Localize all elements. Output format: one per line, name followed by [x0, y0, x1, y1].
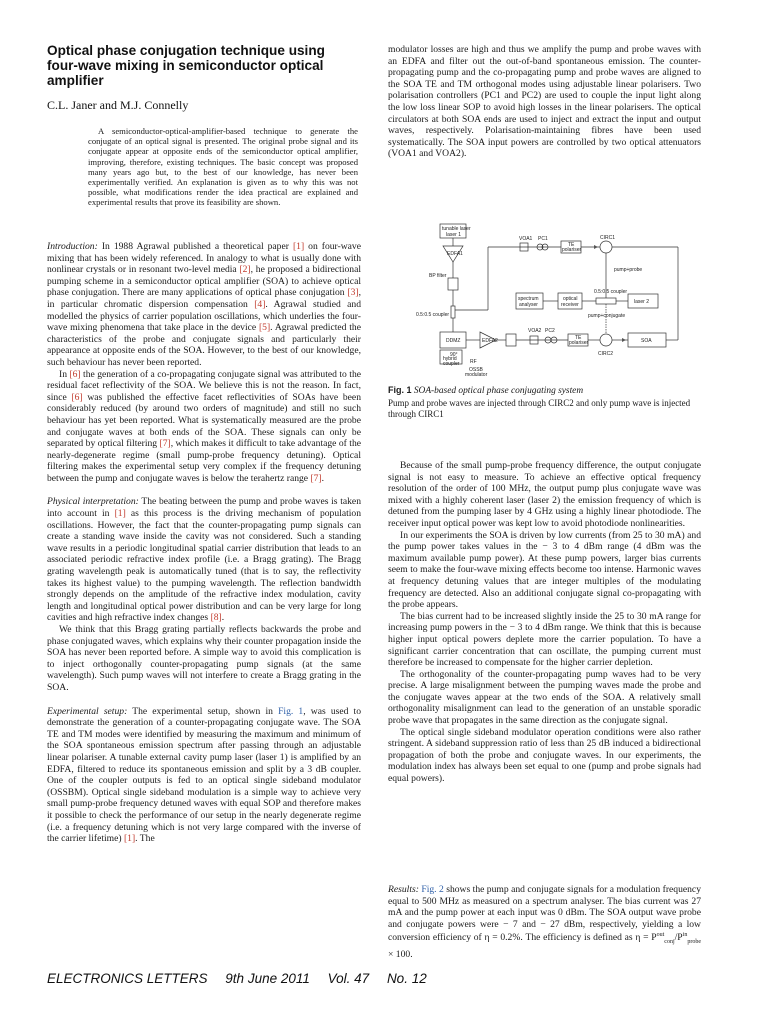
setup-paragraph [47, 706, 361, 845]
label-te2: TE [575, 335, 582, 341]
setup-continuation-text: modulator losses are high and thus we amplify the pump and probe waves with an EDFA and filter out the out-of-band spontaneous emission. The counter-propagating pump and the co-propagating pump and probe waves are aligned to the SOA TE and TM orthogonal modes using adjustable linear polarisers. Two polarisation controllers (PC1 and PC2) are used to couple the input light along the low loss linear SOP to avoid high losses in the linear polarisers. The optical circulators at both SOA ends are used to inject and extract the input and output waves, respectively. Polarisation-maintaining fibres have been used systematically. The SOA input powers are controlled by two optical attenuators (VOA1 and VOA2). [388, 44, 701, 160]
bp-filter-2-box [506, 334, 516, 346]
discussion-paragraph-5: The optical single sideband modulator operation conditions were also rather stringent. A sideband suppression ratio of less than 25 dB induced a bidirectional propagation of both the probe and conjugate waves. In our experiments, the modulation index has always been set equal to one (pump and probe signals had equal powers). [388, 726, 701, 785]
physical-paragraph-2: We think that this Bragg grating partially reflects backwards the probe and phase conjugated waves, which explains why their counter propagation inside the SOA has never been reported before. A simple way to avoid this complication is to inject orthogonally counter-propagating pump signals (at the same wavelength). Such pump waves will not interfere to create a Bragg grating in the SOA. [47, 624, 361, 693]
results-paragraph [388, 884, 701, 961]
text: , in particular chromatic dispersion compensation [47, 287, 361, 310]
text: In [59, 368, 70, 380]
circ1 [600, 241, 612, 253]
bp-filter-box [448, 278, 458, 290]
text: . [221, 612, 225, 624]
volume: Vol. 47 [327, 971, 370, 986]
label-pc2: PC2 [545, 328, 555, 334]
text: × 100. [388, 949, 413, 961]
ref-link[interactable]: [7] [310, 472, 322, 484]
issue-number: No. 12 [386, 971, 427, 986]
label-bp-filter: BP filter [429, 273, 447, 279]
text: conj [664, 939, 675, 946]
label-voa2: VOA2 [528, 328, 542, 334]
figure-1-caption [388, 385, 701, 419]
text: . The [135, 833, 155, 845]
discussion-paragraph-3: The bias current had to be increased slightly inside the 25 to 30 mA range for increasing pump powers in the − 3 to 4 dBm range. We think that this is because higher input optical powers deplete more the carrier population. To have a significant carrier concentration that can oscillate, the pumping current must therefore be increased to compensate for the higher carrier depletion. [388, 610, 701, 669]
label-rf: RF [470, 359, 477, 365]
text: as this process is the driving mechanism of population oscillations. However, the fact that the counter-propagating pump signals can create a standing wave inside the cavity was not considered. Such a standing wave results in a periodic longitudinal spatial carrier distribution that leads to an associated periodic refractive index profile (i.e. a Bragg grating). The Bragg grating wavelength peak is automatically tuned (that is to say, the reflectivity takes its highest value) to the pumping wavelength. The reflection bandwidth strongly depends on the amplitude of the refractive index modulation, cavity length and longitudinal optical power distribution and can be very large for long cavities and high refractive index changes [47, 508, 361, 624]
ref-link[interactable]: [1] [292, 241, 305, 252]
ref-link[interactable]: [6] [71, 391, 83, 403]
coupler1-box [451, 306, 455, 318]
setup-diagram-svg [388, 222, 701, 384]
ref-link[interactable]: [7] [159, 438, 171, 450]
setup-heading: Experimental setup: [47, 705, 128, 717]
caption-body: Pump and probe waves are injected through CIRC2 and only pump wave is injected through CIRC1 [388, 398, 691, 419]
setup-continuation [388, 44, 701, 160]
ref-link[interactable]: [8] [210, 612, 222, 624]
ref-link[interactable]: [1] [114, 508, 126, 520]
label-ossb2: modulator [465, 372, 488, 378]
text: probe [687, 939, 701, 946]
label-coupler1: 0.5:0.5 coupler [416, 312, 450, 318]
text: on four-wave mixing that has been widely referenced. In analogy to what is usually done with nonlinear crystals or in resonant two-level media [47, 241, 361, 276]
label-laser1: tunable laser [442, 226, 471, 232]
label-receiver: optical [563, 296, 578, 302]
figure-link[interactable]: Fig. 1 [278, 705, 304, 717]
label-laser2: laser 2 [634, 299, 650, 305]
figure-link[interactable]: Fig. 2 [421, 884, 444, 895]
caption-title: Fig. 1 [388, 385, 412, 395]
text: The experimental setup, shown in [127, 705, 279, 717]
text: in [682, 932, 688, 939]
label-edfa1: EDFA1 [447, 251, 463, 257]
abstract: A semiconductor-optical-amplifier-based technique to generate the conjugate of an optical signal is presented. The original probe signal and its conjugate appear at opposite ends of the semiconductor optical amplifier, improving, therefore, existing techniques. The basic concept was proposed many years ago but, to the best of our knowledge, has never been experimentally verified. An explanation is given as to why this was not possible, what modifications render the idea practical are explained and experimental results that prove its feasibility are shown. [88, 126, 358, 208]
label-receiver2: receiver [561, 302, 579, 308]
label-coupler2: 0.5:0.5 coupler [594, 289, 628, 295]
text: . [321, 472, 325, 484]
journal-name: ELECTRONICS LETTERS [47, 971, 208, 986]
text: the generation of a co-propagating conjugate signal was attributed to the residual facet reflectivity of the SOA. We believe this is not the reason. In fact, since [47, 368, 362, 403]
page-footer [47, 971, 707, 986]
label-spectrum: spectrum [518, 296, 539, 302]
label-te2b: polariser [569, 340, 589, 346]
discussion-paragraph-4: The orthogonality of the counter-propagating pump waves had to be very precise. A large misalignment between the pumping waves made the probe and the conjugate waves appear at the two ends of the SOA. A relatively small orthogonality misalignment can lead to the generation of an unstable sporadic probe wave that propagates in the same direction as the conjugate signal. [388, 668, 701, 727]
circ2 [600, 334, 612, 346]
figure-1-diagram [388, 222, 701, 384]
label-circ1: CIRC1 [600, 235, 616, 241]
text: /P [674, 932, 683, 944]
label-hybrid2: hybrid [443, 356, 457, 362]
article-title: Optical phase conjugation technique using four-wave mixing in semiconductor optical amplifier [47, 43, 325, 88]
label-hybrid: 90° [450, 352, 458, 358]
text: shows the pump and conjugate signals for a modulation frequency equal to 500 MHz as measured on a spectrum analyser. The bias current was 27 mA and the pump power at each input was 0 dBm. The SOA output wave probe and conjugate powers were − 7 and − 27 dBm, respectively, yielding a low conversion efficiency of η = 0.2%. The efficiency is defined as η = P [388, 884, 701, 944]
authors: C.L. Janer and M.J. Connelly [47, 98, 189, 112]
text: . Agrawal studied and modelled the physics of carrier population oscillations, which underlies the four-wave mixing phenomena that take place in the device [47, 298, 361, 334]
label-soa: SOA [641, 338, 652, 344]
intro-heading: Introduction: [47, 241, 98, 252]
caption-subtitle: SOA-based optical phase conjugating system [413, 386, 584, 396]
label-laser1b: laser 1 [446, 232, 462, 238]
text: The beating between the pump and probe waves is taken into account in [47, 496, 361, 520]
ref-link[interactable]: [2] [239, 264, 251, 276]
label-edfa2: EDFA2 [482, 338, 498, 344]
coupler2-box [596, 298, 616, 304]
text: out [656, 932, 665, 939]
physical-heading: Physical interpretation: [47, 496, 139, 508]
label-circ2: CIRC2 [598, 351, 614, 357]
label-pc1: PC1 [538, 236, 548, 242]
discussion-paragraph-2: In our experiments the SOA is driven by low currents (from 25 to 30 mA) and the pump power takes values in the − 3 to 4 dBm range (4 dBm was the maximum available pump power). At these pump powers, larger bias currents seem to make the four-wave mixing effects become too intense. Harmonic waves at frequency detuning values that are integer multiples of the modulating frequency are detected. Also an additional conjugate signal co-propagating with the probe appears. [388, 529, 701, 611]
issue-date: 9th June 2011 [225, 971, 310, 986]
label-voa1: VOA1 [519, 236, 533, 242]
physical-paragraph-1 [47, 496, 361, 624]
intro-paragraph-2 [47, 369, 361, 485]
text: In 1988 Agrawal published a theoretical paper [97, 241, 293, 252]
label-te1b: polariser [562, 247, 582, 253]
label-hybrid3: coupler [443, 361, 460, 367]
results-section [388, 884, 701, 961]
label-ddmz: DDMZ [446, 338, 461, 344]
label-ossb: OSSB [469, 367, 483, 373]
discussion-section [388, 460, 701, 785]
ref-link[interactable]: [5] [258, 322, 271, 334]
ref-link[interactable]: [6] [69, 368, 81, 380]
text: was published the effective facet reflectivities of SOAs have been considerably reduced (by around two orders of magnitude) and still no such behaviour has yet been reported. What is systematically measured are the probe and conjugate waves at both ends of the SOA. These signals can only be separated by optical filtering [47, 391, 361, 450]
label-pump-conjugate: pump+conjugate [588, 313, 626, 319]
ref-link[interactable]: [3] [347, 287, 359, 299]
ref-link[interactable]: [1] [123, 833, 136, 845]
ref-link[interactable]: [4] [254, 298, 266, 310]
intro-paragraph-1 [47, 241, 361, 369]
label-te1: TE [568, 242, 575, 248]
results-heading: Results: [388, 884, 419, 895]
discussion-paragraph-1: Because of the small pump-probe frequency difference, the output conjugate signal is not easy to measure. To achieve an effective optical frequency resolution of the order of 100 MHz, the output pump plus conjugate wave was mixed with a highly coherent laser (laser 2) the emission frequency of which is detuned from the pumping laser by 4 GHz using a highly linear photodiode. The receiver input optical power was kept low to avoid photodiode nonlinearities. [388, 460, 701, 529]
label-spectrum2: analyser [519, 302, 538, 308]
left-column [47, 241, 361, 845]
text: , he proposed a bidirectional pumping scheme in a semiconductor optical amplifier (SOA) to achieve optical phase conjugation. There are many applications of optical phase conjugation [47, 264, 362, 299]
text: , which makes it difficult to take advantage of the nearly-degenerate regime (small pump-probe frequency detuning). Optical filtering makes the experimental setup very complex if the frequency detuning between the pump and conjugate waves is below the terahertz range [47, 438, 361, 484]
text: . Agrawal predicted the characteristics of the probe and conjugate signals and particularly their appearance at opposite ends of the SOA. However, to the best of our knowledge, such behaviour has never been reported. [47, 322, 361, 368]
text: , was used to demonstrate the generation of a counter-propagating conjugate wave. The SOA TE and TM modes were identified by measuring the maximum and minimum of the SOA spontaneous emission spectrum after passing through an adjustable linear polariser. A tunable external cavity pump laser (laser 1) is amplified by an EDFA, filtered to reduce its spontaneous emission and split by a 3 dB coupler. One of the coupler outputs is fed to an optical single sideband modulator (OSSBM). Optical single sideband modulation is a simple way to achieve very small pump-probe frequency detuned waves with equal SOP and therefore makes it possible to check the performance of our setup in the nearly degenerate regime (i.e. a frequency detuning which is not very large compared with the inverse of the carrier lifetime) [47, 705, 362, 845]
label-pump-probe: pump+probe [614, 267, 643, 273]
